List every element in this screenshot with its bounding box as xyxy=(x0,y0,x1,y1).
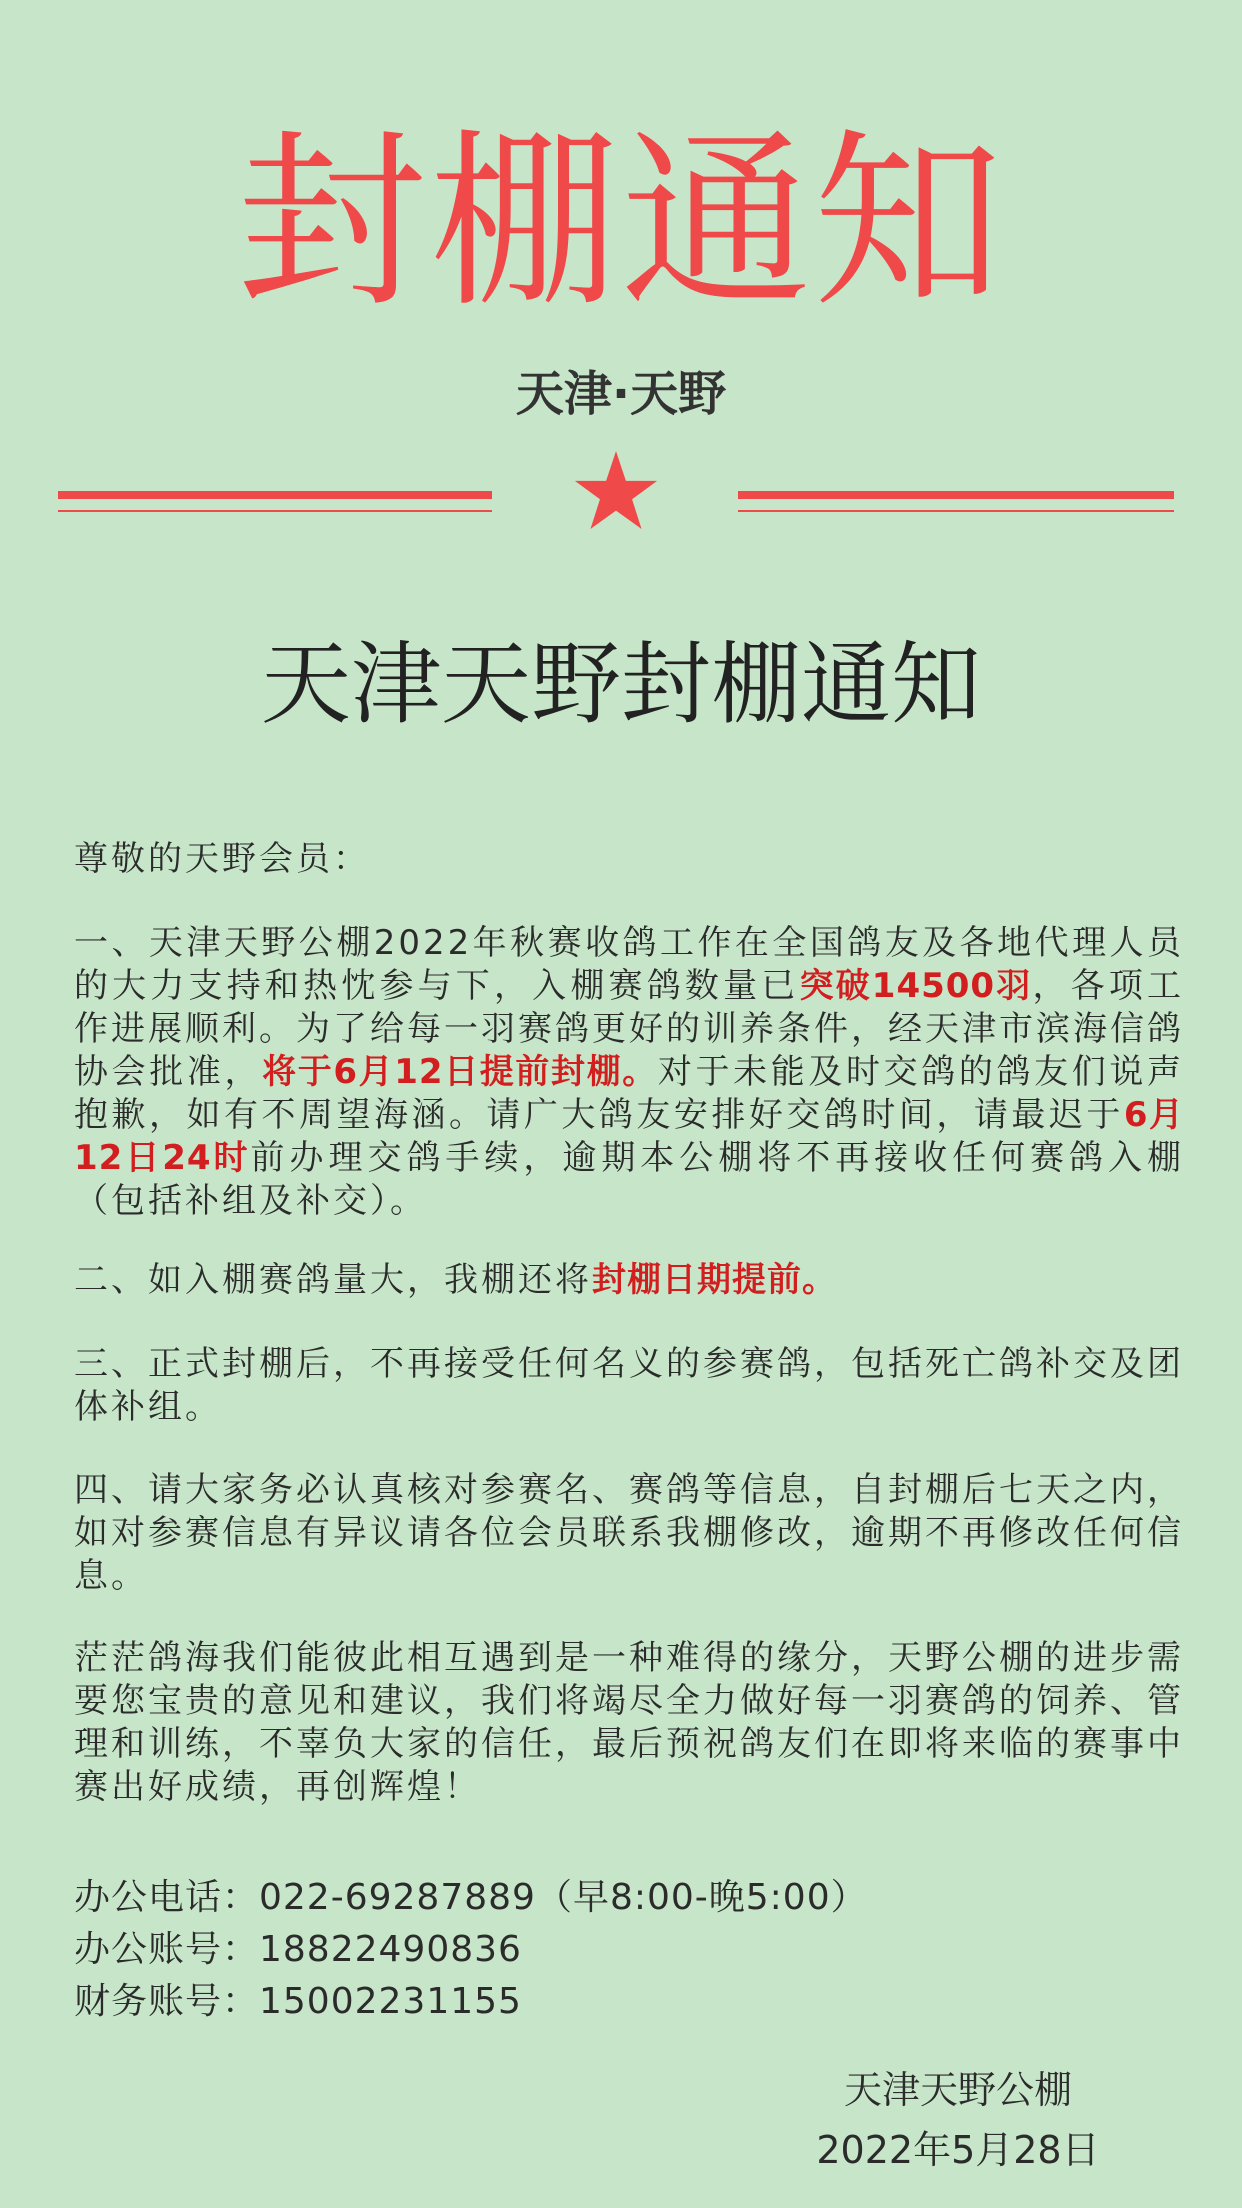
item1-text-1: 一、天津天野公棚2022年秋赛收鸽工作在全国鸽友及各地代理人员的大力支持和热忱参与下，入棚赛鸽数量已 xyxy=(74,923,1184,1006)
divider-right-thin xyxy=(738,510,1174,512)
poster-subtitle: 天津·天野 xyxy=(515,366,727,422)
item1-text-3: 对于未能及时交鸽的鸽友们说声抱歉，如有不周望海涵。请广大鸽友安排好交鸽时间，请最迟于 xyxy=(74,1052,1184,1135)
notice-heading: 天津天野封棚通知 xyxy=(261,632,981,737)
greeting: 尊敬的天野会员： xyxy=(74,839,370,879)
highlight-early-close: 封棚日期提前。 xyxy=(592,1260,837,1300)
closing-paragraph: 茫茫鸽海我们能彼此相互遇到是一种难得的缘分，天野公棚的进步需要您宝贵的意见和建议，我们将竭尽全力做好每一羽赛鸽的饲养、管理和训练，不辜负大家的信任，最后预祝鸽友们在即将来临的赛事中赛出好成绩，再创辉煌！ xyxy=(74,1638,1184,1807)
notice-item-3: 三、正式封棚后，不再接受任何名义的参赛鸽，包括死亡鸽补交及团体补组。 xyxy=(74,1344,1184,1427)
item1-text-2: ，各项工作进展顺利。为了给每一羽赛鸽更好的训养条件，经天津市滨海信鸽协会批准， xyxy=(74,966,1184,1092)
office-account: 办公账号：18822490836 xyxy=(74,1929,522,1970)
office-phone: 办公电话：022-69287889（早8:00-晚5:00） xyxy=(74,1877,868,1918)
signature-date: 2022年5月28日 xyxy=(816,2128,1100,2172)
signature-block xyxy=(758,2060,1158,2180)
notice-item-2 xyxy=(74,1259,1184,1302)
signature-org: 天津天野公棚 xyxy=(843,2068,1072,2112)
notice-item-1 xyxy=(74,922,1184,1223)
contact-info xyxy=(74,1872,1074,2028)
divider-left-thick xyxy=(58,491,492,499)
star-icon xyxy=(574,451,658,531)
highlight-pigeon-count: 突破14500羽 xyxy=(799,966,1033,1006)
finance-account: 财务账号：15002231155 xyxy=(74,1981,522,2022)
divider-left-thin xyxy=(58,510,492,512)
item1-text-4: 前办理交鸽手续，逾期本公棚将不再接收任何赛鸽入棚（包括补组及补交）。 xyxy=(74,1138,1184,1221)
poster-title: 封棚通知 xyxy=(236,112,1005,333)
item2-text: 二、如入棚赛鸽量大，我棚还将 xyxy=(74,1260,592,1300)
highlight-close-date: 将于6月12日提前封棚。 xyxy=(262,1052,658,1092)
divider-right-thick xyxy=(738,491,1174,499)
highlight-deadline: 6月12日24时 xyxy=(74,1095,1184,1178)
notice-item-4: 四、请大家务必认真核对参赛名、赛鸽等信息，自封棚后七天之内，如对参赛信息有异议请各位会员联系我棚修改，逾期不再修改任何信息。 xyxy=(74,1470,1184,1596)
